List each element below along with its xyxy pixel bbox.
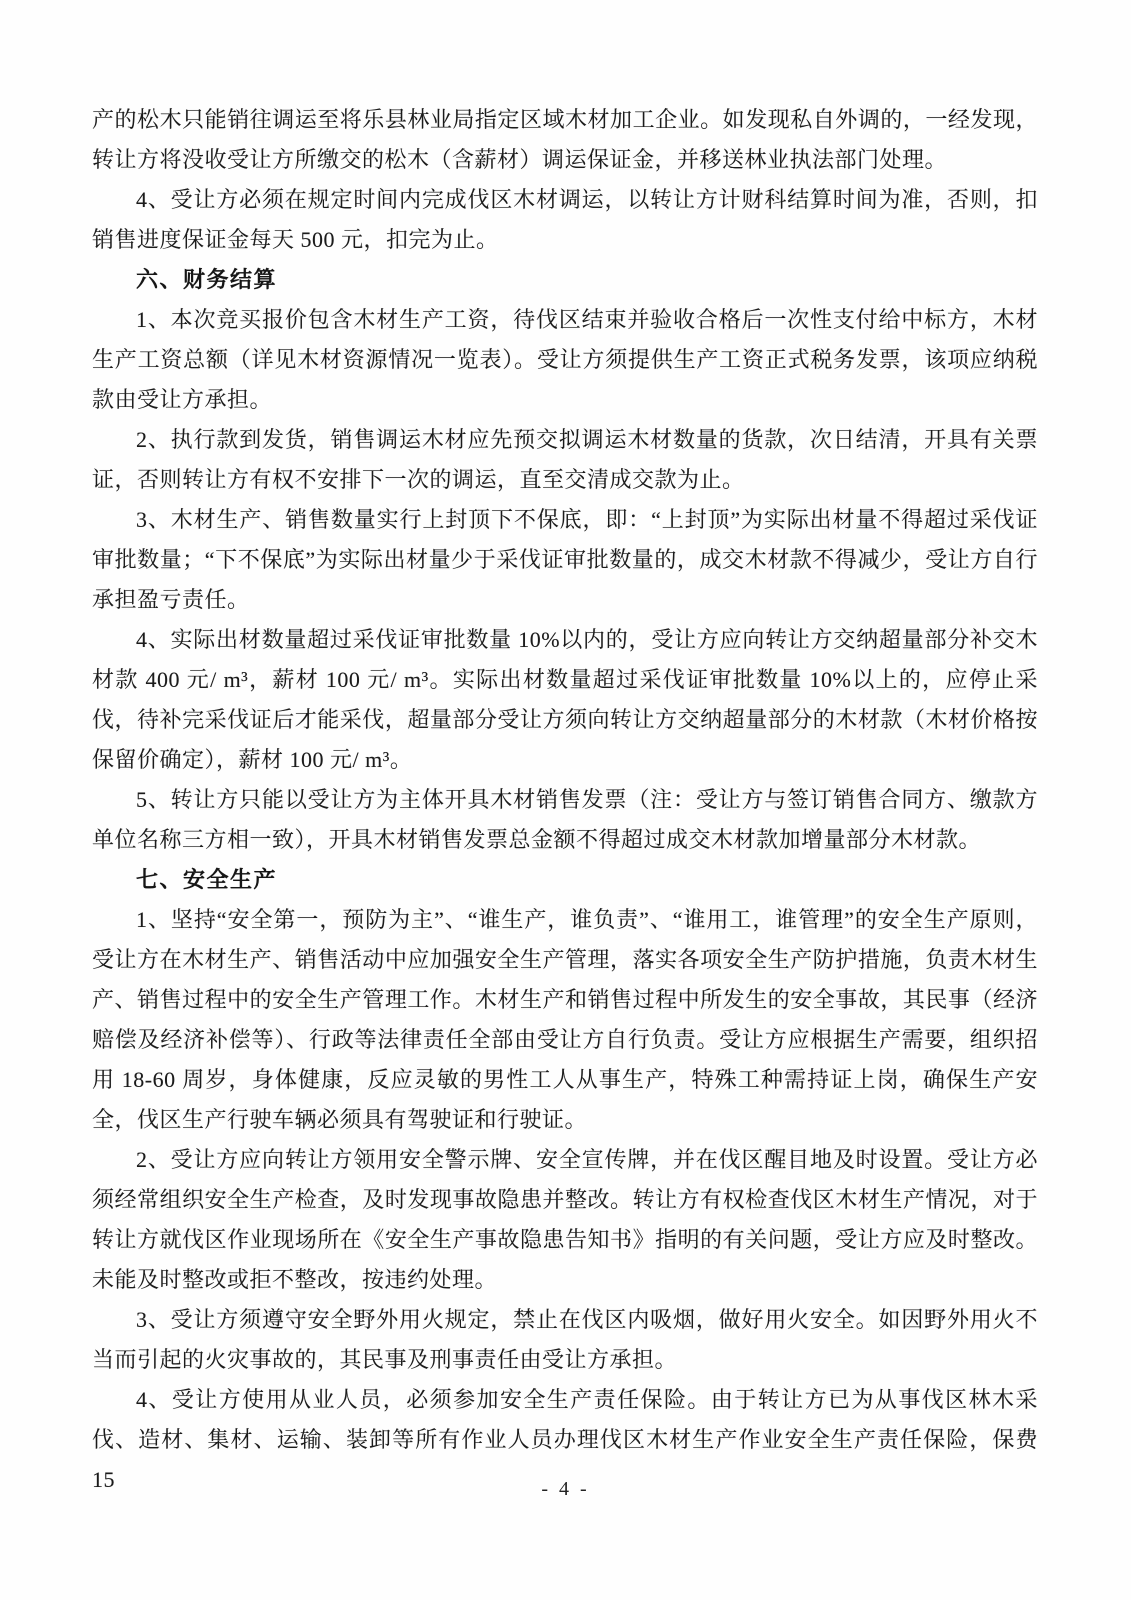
paragraph-finance-item-4: 4、实际出材数量超过采伐证审批数量 10%以内的，受让方应向转让方交纳超量部分补交木材款 400 元/ m³，薪材 100 元/ m³。实际出材数量超过采伐证审批数量 10%以上的，应停止采伐，待补完采伐证后才能采伐，超量部分受让方须向转让方交纳超量部分的木材款（木材价格按保留价确定），薪材 100 元/ m³。 <box>92 627 1038 772</box>
paragraph-finance-item-3: 3、木材生产、销售数量实行上封顶下不保底，即：“上封顶”为实际出材量不得超过采伐证审批数量；“下不保底”为实际出材量少于采伐证审批数量的，成交木材款不得减少，受让方自行承担盈亏责任。 <box>92 507 1038 612</box>
paragraph-continuation-pine-transport: 产的松木只能销往调运至将乐县林业局指定区域木材加工企业。如发现私自外调的，一经发现，转让方将没收受让方所缴交的松木（含薪材）调运保证金，并移送林业执法部门处理。 <box>92 107 1038 172</box>
paragraph-finance-item-2: 2、执行款到发货，销售调运木材应先预交拟调运木材数量的货款，次日结清，开具有关票证，否则转让方有权不安排下一次的调运，直至交清成交款为止。 <box>92 427 1038 492</box>
document-body <box>92 100 1038 1500</box>
paragraph-finance-item-1: 1、本次竞买报价包含木材生产工资，待伐区结束并验收合格后一次性支付给中标方，木材生产工资总额（详见木材资源情况一览表）。受让方须提供生产工资正式税务发票，该项应纳税款由受让方承担。 <box>92 307 1038 412</box>
section-heading-finance-settlement: 六、财务结算 <box>136 267 278 292</box>
paragraph-safety-item-3: 3、受让方须遵守安全野外用火规定，禁止在伐区内吸烟，做好用火安全。如因野外用火不当而引起的火灾事故的，其民事及刑事责任由受让方承担。 <box>92 1307 1038 1372</box>
page-number: - 4 - <box>541 1478 590 1500</box>
paragraph-safety-item-1: 1、坚持“安全第一，预防为主”、“谁生产，谁负责”、“谁用工，谁管理”的安全生产原则，受让方在木材生产、销售活动中应加强安全生产管理，落实各项安全生产防护措施，负责木材生产、销售过程中的安全生产管理工作。木材生产和销售过程中所发生的安全事故，其民事（经济赔偿及经济补偿等）、行政等法律责任全部由受让方自行负责。受让方应根据生产需要，组织招用 18-60 周岁，身体健康，反应灵敏的男性工人从事生产，特殊工种需持证上岗，确保生产安全，伐区生产行驶车辆必须具有驾驶证和行驶证。 <box>92 907 1038 1132</box>
paragraph-finance-item-5: 5、转让方只能以受让方为主体开具木材销售发票（注：受让方与签订销售合同方、缴款方单位名称三方相一致），开具木材销售发票总金额不得超过成交木材款加增量部分木材款。 <box>92 787 1038 852</box>
section-heading-safety-production: 七、安全生产 <box>136 867 278 892</box>
paragraph-safety-item-4: 4、受让方使用从业人员，必须参加安全生产责任保险。由于转让方已为从事伐区林木采伐、造材、集材、运输、装卸等所有作业人员办理伐区木材生产作业安全生产责任保险，保费 15 <box>92 1387 1038 1492</box>
paragraph-transport-item-4: 4、受让方必须在规定时间内完成伐区木材调运，以转让方计财科结算时间为准，否则，扣销售进度保证金每天 500 元，扣完为止。 <box>92 187 1038 252</box>
paragraph-safety-item-2: 2、受让方应向转让方领用安全警示牌、安全宣传牌，并在伐区醒目地及时设置。受让方必须经常组织安全生产检查，及时发现事故隐患并整改。转让方有权检查伐区木材生产情况，对于转让方就伐区作业现场所在《安全生产事故隐患告知书》指明的有关问题，受让方应及时整改。未能及时整改或拒不整改，按违约处理。 <box>92 1147 1038 1292</box>
